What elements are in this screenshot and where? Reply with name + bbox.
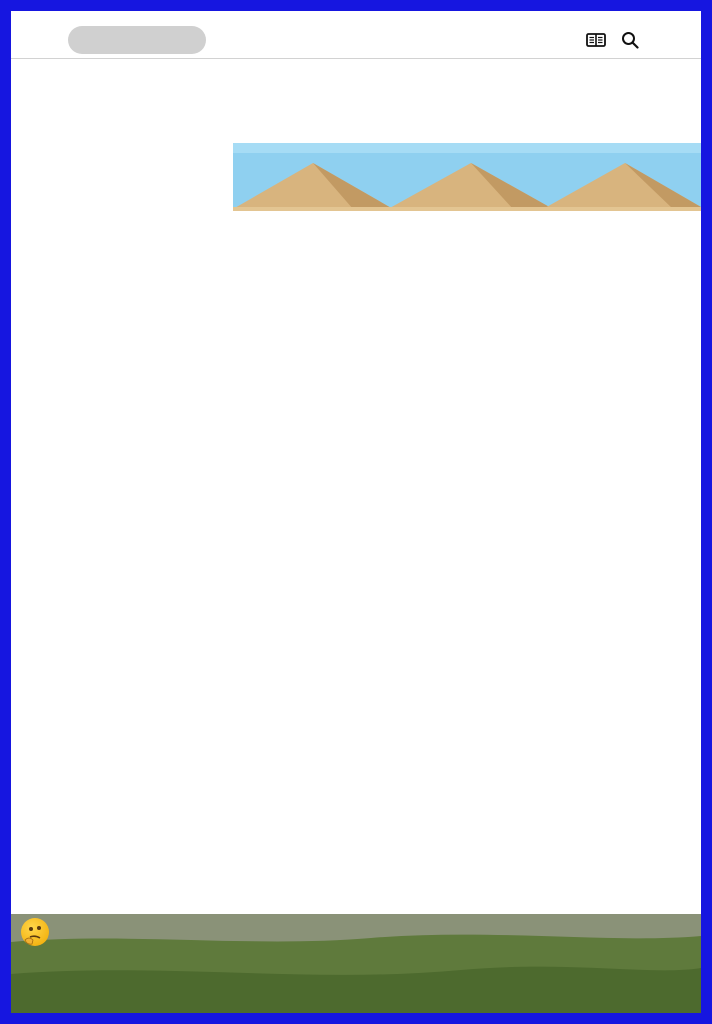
pyramids-image — [233, 143, 701, 211]
app-frame — [11, 11, 701, 1013]
text-size-icon[interactable] — [549, 30, 573, 50]
thinking-face-icon — [21, 918, 49, 946]
search-icon[interactable] — [619, 30, 641, 50]
banner-background — [11, 914, 701, 1013]
reference-selector[interactable] — [68, 26, 206, 54]
passage-text — [75, 59, 675, 134]
reader-toolbar — [11, 11, 701, 59]
quote-banner — [11, 914, 701, 1013]
reader-mode-icon[interactable] — [585, 30, 607, 50]
banner-line-1 — [19, 916, 51, 949]
